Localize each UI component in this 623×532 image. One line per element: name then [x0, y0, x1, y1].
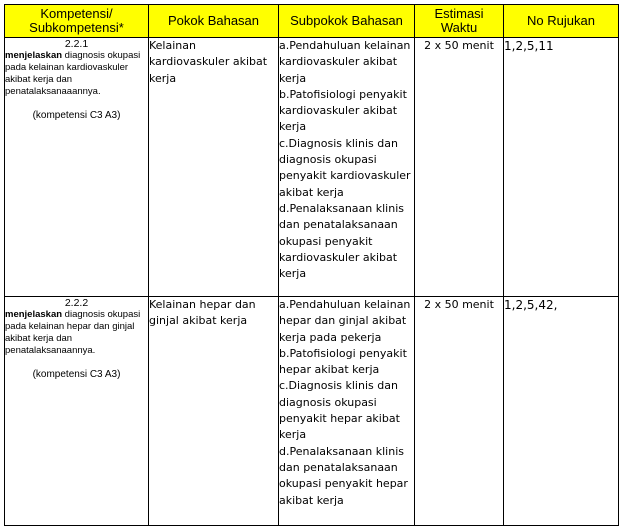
kompetensi-description [5, 309, 148, 357]
kompetensi-level: (kompetensi C3 A3) [32, 110, 121, 121]
kompetensi-text: diagnosis okupasi pada kelainan kardiovaskuler akibat kerja dan penatalaksanaaannya. [5, 50, 141, 97]
no-rujukan-cell: 1,2,5,42, [504, 297, 619, 526]
subpokok-item: a.Pendahuluan kelainan hepar dan ginjal akibat kerja pada pekerja [279, 298, 411, 344]
header-subpokok-bahasan: Subpokok Bahasan [279, 5, 415, 38]
table-row [5, 38, 619, 297]
subpokok-item: b.Patofisiologi penyakit hepar akibat kerja [279, 346, 407, 377]
subpokok-bahasan-cell [279, 297, 415, 526]
header-kompetensi-line-2: Subkompetensi* [29, 20, 124, 35]
kompetensi-level: (kompetensi C3 A3) [32, 369, 121, 380]
estimasi-waktu-cell: 2 x 50 menit [415, 297, 504, 526]
kompetensi-description [5, 50, 148, 98]
header-kompetensi-line-1: Kompetensi/ [40, 6, 113, 21]
kompetensi-verb: menjelaskan [5, 309, 63, 320]
header-pokok-bahasan: Pokok Bahasan [149, 5, 279, 38]
kompetensi-cell [5, 297, 149, 526]
pokok-bahasan-cell: Kelainan hepar dan ginjal akibat kerja [149, 297, 279, 526]
no-rujukan-cell: 1,2,5,11 [504, 38, 619, 297]
header-kompetensi [5, 5, 149, 38]
header-estimasi-waktu [415, 5, 504, 38]
header-row [5, 5, 619, 38]
kompetensi-verb: menjelaskan [5, 50, 63, 61]
kompetensi-number: 2.2.1 [64, 38, 89, 50]
subpokok-bahasan-cell [279, 38, 415, 297]
subpokok-item: d.Penalaksanaan klinis dan penatalaksanaan okupasi penyakit kardiovaskuler akibat kerja [279, 201, 405, 281]
pokok-bahasan-cell: Kelainan kardiovaskuler akibat kerja [149, 38, 279, 297]
subpokok-item: d.Penalaksanaan klinis dan penatalaksanaan okupasi penyakit hepar akibat kerja [279, 444, 408, 507]
subpokok-item: a.Pendahuluan kelainan kardiovaskuler akibat kerja [279, 39, 411, 85]
syllabus-table [4, 4, 619, 526]
header-no-rujukan: No Rujukan [504, 5, 619, 38]
estimasi-waktu-cell: 2 x 50 menit [415, 38, 504, 297]
table-row [5, 297, 619, 526]
kompetensi-text: diagnosis okupasi pada kelainan hepar dan ginjal akibat kerja dan penatalaksanaannya. [5, 309, 141, 356]
kompetensi-number: 2.2.2 [64, 297, 89, 309]
kompetensi-cell [5, 38, 149, 297]
subpokok-item: c.Diagnosis klinis dan diagnosis okupasi penyakit hepar akibat kerja [279, 379, 400, 442]
subpokok-item: c.Diagnosis klinis dan diagnosis okupasi penyakit kardiovaskuler akibat kerja [279, 136, 411, 199]
header-estimasi-line-1: Estimasi [434, 6, 484, 21]
header-estimasi-line-2: Waktu [440, 20, 478, 35]
subpokok-item: b.Patofisiologi penyakit kardiovaskuler akibat kerja [279, 87, 407, 134]
